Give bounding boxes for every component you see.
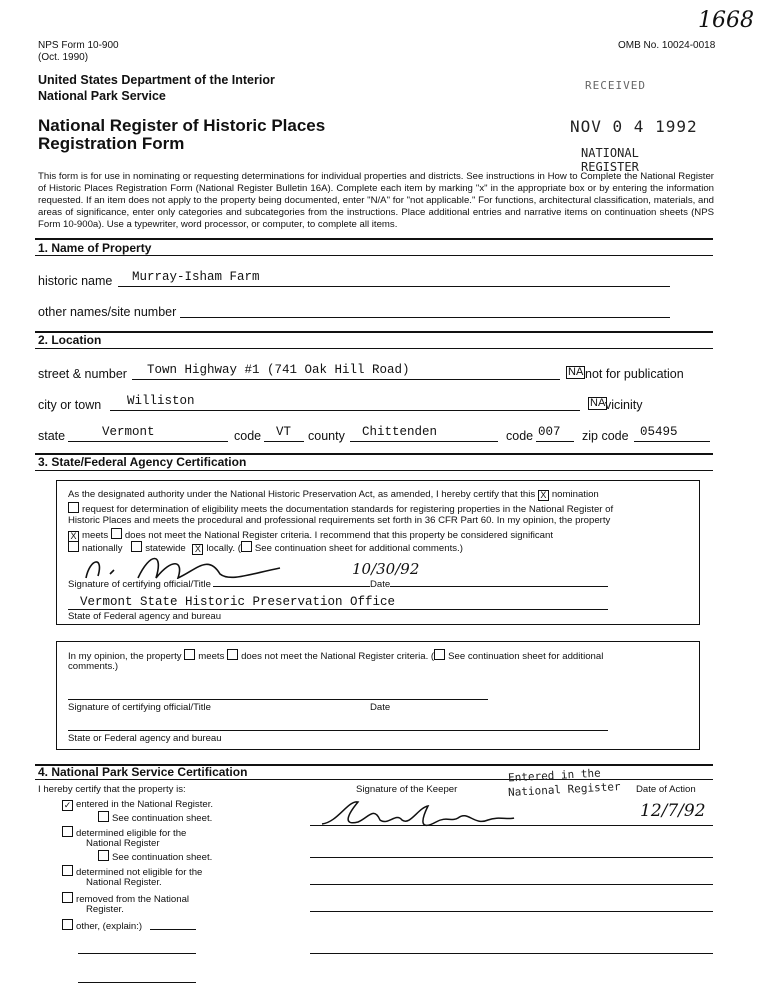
na-checkbox-2[interactable]: NA: [590, 397, 606, 409]
nomination-label: nomination: [551, 489, 599, 500]
cert-line-1-text: As the designated authority under the National Historic Preservation Act, as amended, I hereby certify that this: [68, 489, 536, 500]
cert-line-2: [68, 502, 613, 515]
opinion-not-meet-checkbox[interactable]: [227, 649, 238, 660]
cert-line-4-text: does not meet the National Register criteria. I recommend that this property be considered significant: [124, 530, 554, 541]
opinion-meets-label: meets: [198, 651, 225, 662]
date-of-action-value: 12/7/92: [640, 801, 706, 821]
opinion-sig-line: [68, 699, 488, 700]
see-continuation-label: See continuation sheet for additional comments.): [254, 543, 463, 554]
keeper-line-2: [310, 857, 713, 858]
opinion-text-a: In my opinion, the property: [68, 651, 182, 662]
other-names-label: other names/site number: [38, 305, 177, 319]
county-value[interactable]: Chittenden: [362, 425, 438, 439]
omb-number: OMB No. 10024-0018: [618, 40, 716, 51]
meets-checkbox[interactable]: X: [68, 531, 79, 542]
state-date-label: Date: [370, 579, 391, 590]
opinion-text-c: See continuation sheet for additional: [448, 651, 604, 662]
zip-line: [634, 441, 710, 442]
other-line-inline: [150, 929, 196, 930]
opinion-meets-checkbox[interactable]: [184, 649, 195, 660]
form-date: (Oct. 1990): [38, 52, 89, 63]
entered-stamp-line-1: Entered in the: [507, 766, 601, 785]
state-agency-label: State of Federal agency and bureau: [68, 611, 222, 622]
state-sig-date: 10/30/92: [352, 560, 420, 578]
removed-row: [62, 892, 189, 905]
opinion-continuation-checkbox[interactable]: [434, 649, 445, 660]
historic-name-line: [118, 286, 670, 287]
does-not-meet-checkbox[interactable]: [111, 528, 122, 539]
historic-name-value[interactable]: Murray-Isham Farm: [132, 270, 260, 284]
cert-line-3: Historic Places and meets the procedural and professional requirements set forth in 36 CFR Part 60. In my opinion, the property: [68, 515, 611, 526]
section2-heading: 2. Location: [38, 333, 102, 347]
stamp-national: NATIONAL: [581, 146, 639, 160]
locally-label: locally. (: [206, 543, 241, 554]
section3-subrule: [35, 470, 713, 471]
section2-rule: [35, 331, 713, 333]
department: United States Department of the Interior: [38, 73, 275, 87]
state-code-label: code: [234, 429, 262, 443]
opinion-agency-label: State or Federal agency and bureau: [68, 733, 222, 744]
removed-label-1: removed from the National: [76, 894, 190, 905]
form-subtitle: Registration Form: [38, 134, 185, 153]
opinion-comments: comments.): [68, 661, 119, 672]
city-label: city or town: [38, 398, 102, 412]
cert-line-2-text: request for determination of eligibility meets the documentation standards for registering properties in the National Register of: [82, 504, 614, 515]
nationally-checkbox[interactable]: [68, 541, 79, 552]
state-agency-line: [68, 609, 608, 610]
keeper-line-4: [310, 911, 713, 912]
zip-label: zip code: [582, 429, 629, 443]
opinion-agency-line: [68, 730, 608, 731]
removed-checkbox[interactable]: [62, 892, 73, 903]
state-sig-label: Signature of certifying official/Title: [68, 579, 211, 590]
not-eligible-label-2: National Register.: [86, 877, 162, 888]
not-for-publication-label: not for publication: [585, 367, 684, 381]
form-title: National Register of Historic Places: [38, 116, 326, 135]
entered-continuation-checkbox[interactable]: [98, 811, 109, 822]
opinion-text-b: does not meet the National Register criteria. (: [241, 651, 435, 662]
entered-checkbox[interactable]: ✓: [63, 800, 72, 810]
stamp-register: REGISTER: [581, 160, 639, 174]
entered-label: entered in the National Register.: [76, 799, 214, 810]
city-value[interactable]: Williston: [127, 394, 195, 408]
section1-heading: 1. Name of Property: [38, 241, 152, 255]
state-agency-value[interactable]: Vermont State Historic Preservation Office: [80, 595, 396, 609]
entered-row: [62, 799, 213, 811]
entered-cont-row: [98, 811, 212, 824]
county-label: county: [308, 429, 345, 443]
nationally-label: nationally: [82, 543, 123, 554]
nomination-checkbox[interactable]: X: [538, 490, 549, 501]
zip-value[interactable]: 05495: [640, 425, 678, 439]
opinion-line-1: [68, 649, 603, 662]
locally-checkbox[interactable]: X: [192, 544, 203, 555]
opinion-date-label: Date: [370, 702, 391, 713]
county-code-value[interactable]: 007: [538, 425, 561, 439]
handwritten-number: 1668: [698, 8, 754, 33]
other-row: [62, 919, 142, 932]
date-of-action-label: Date of Action: [636, 784, 696, 795]
statewide-label: statewide: [145, 543, 186, 554]
cert-line-1: [68, 489, 599, 501]
street-value[interactable]: Town Highway #1 (741 Oak Hill Road): [147, 363, 410, 377]
state-value[interactable]: Vermont: [102, 425, 155, 439]
county-code-line: [536, 441, 574, 442]
county-line: [350, 441, 498, 442]
entered-stamp-line-2: National Register: [507, 780, 621, 799]
section1-subrule: [35, 255, 713, 256]
stamp-date: NOV 0 4 1992: [570, 117, 698, 136]
na-checkbox-1[interactable]: NA: [568, 366, 584, 378]
eligible-label-2: National Register: [86, 838, 160, 849]
other-names-line: [180, 317, 670, 318]
section3-heading: 3. State/Federal Agency Certification: [38, 455, 247, 469]
state-code-value[interactable]: VT: [276, 425, 292, 439]
state-label: state: [38, 429, 66, 443]
section1-rule: [35, 238, 713, 240]
eligible-label-1: determined eligible for the: [76, 828, 187, 839]
other-label: other, (explain:): [76, 921, 143, 932]
keeper-line-3: [310, 884, 713, 885]
keeper-signature: [318, 796, 518, 836]
section2-subrule: [35, 348, 713, 349]
meets-label: meets: [82, 530, 109, 541]
eligible-continuation-checkbox[interactable]: [98, 850, 109, 861]
historic-name-label: historic name: [38, 274, 113, 288]
received-stamp: RECEIVED: [585, 79, 646, 92]
entered-continuation-label: See continuation sheet.: [112, 813, 213, 824]
keeper-label: Signature of the Keeper: [356, 784, 458, 795]
eligible-continuation-label: See continuation sheet.: [112, 852, 213, 863]
street-label: street & number: [38, 367, 127, 381]
other-line-2: [78, 982, 196, 983]
eligible-checkbox[interactable]: [62, 826, 73, 837]
section4-heading: 4. National Park Service Certification: [38, 765, 248, 779]
state-line: [68, 441, 228, 442]
opinion-sig-label: Signature of certifying official/Title: [68, 702, 211, 713]
street-line: [132, 379, 560, 380]
not-eligible-checkbox[interactable]: [62, 865, 73, 876]
cert-line-4: [68, 528, 553, 542]
city-line: [110, 410, 580, 411]
vicinity-label: vicinity: [605, 398, 643, 412]
state-code-line: [264, 441, 304, 442]
not-eligible-label-1: determined not eligible for the: [76, 867, 203, 878]
removed-label-2: Register.: [86, 904, 124, 915]
keeper-line-1: [310, 825, 713, 826]
keeper-line-5: [310, 953, 713, 954]
certify-text: I hereby certify that the property is:: [38, 784, 186, 795]
form-id: NPS Form 10-900: [38, 40, 119, 51]
other-line-1: [78, 953, 196, 954]
instructions: This form is for use in nominating or requesting determinations for individual properties and districts. See instructions in How to Complete the National Register of Historic Places Registration Form (National Register Bulletin 16A). Complete each item by marking "x" in the appropriate box or by entering the information requested. If an item does not apply to the property being documented, enter "N/A" for "not applicable." For functions, architectural classification, materials, and areas of significance, enter only categories and subcategories from the instructions. Place additional entries and narrative items on continuation sheets (NPS Form 10-900a). Use a typewriter, word processor, or computer, to complete all items.: [38, 171, 714, 230]
county-code-label: code: [506, 429, 534, 443]
service: National Park Service: [38, 89, 166, 103]
other-checkbox[interactable]: [62, 919, 73, 930]
request-determination-checkbox[interactable]: [68, 502, 79, 513]
eligible-cont-row: [98, 850, 212, 863]
